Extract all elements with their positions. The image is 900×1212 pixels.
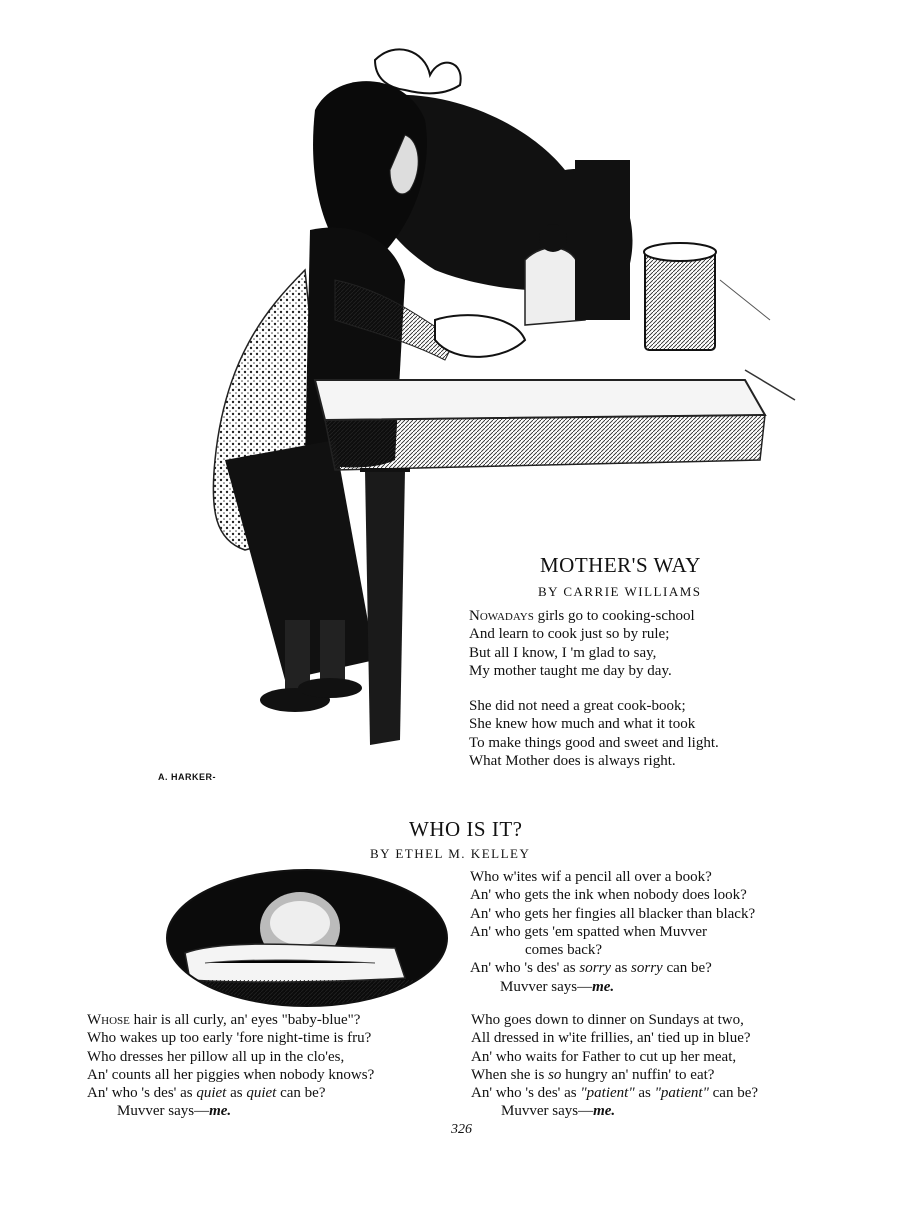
poem-title-who-is-it: WHO IS IT?: [409, 817, 523, 841]
line-text: as: [226, 1085, 247, 1102]
poem2-line-11: An' counts all her piggies when nobody knows?: [87, 1066, 375, 1083]
italic-word: me.: [592, 978, 615, 995]
poem2-line-15: All dressed in w'ite frillies, an' tied up in blue?: [471, 1030, 751, 1047]
kitchen-girl-illustration: [105, 40, 810, 800]
line-text: Muvver says—: [500, 978, 593, 995]
line-text: Muvver says—: [117, 1103, 210, 1120]
poem1-line-2: And learn to cook just so by rule;: [469, 626, 670, 643]
line-text: as: [634, 1085, 655, 1102]
poem1-line-8: What Mother does is always right.: [469, 752, 676, 769]
line-text: as: [611, 960, 632, 977]
line-text: hair is all curly, an' eyes "baby-blue"?: [129, 1012, 361, 1028]
poem2-line-19: [471, 1102, 758, 1120]
line-text: An' who 's des' as: [471, 1085, 581, 1102]
line-text: can be?: [276, 1085, 326, 1102]
poem2-line-14: Who goes down to dinner on Sundays at two,: [471, 1012, 744, 1028]
poem1-line-1: [469, 607, 695, 625]
poem2-stanza2: [87, 1011, 374, 1121]
italic-word: so: [548, 1066, 562, 1083]
poem-byline-ethel-kelley: BY ETHEL M. KELLEY: [370, 846, 531, 861]
poem2-stanza1: [470, 868, 755, 996]
poem1-line-3: But all I know, I 'm glad to say,: [469, 644, 657, 661]
poem1-line-5: She did not need a great cook-book;: [469, 698, 686, 714]
italic-word: me.: [593, 1103, 616, 1120]
poem2-line-4: An' who gets 'em spatted when Muvver: [470, 923, 708, 940]
italic-word: quiet: [246, 1085, 277, 1102]
poem2-line-5: comes back?: [525, 942, 603, 959]
poem2-line-13: [87, 1102, 374, 1120]
poem1-line-7: To make things good and sweet and light.: [469, 734, 719, 751]
poem2-line-16: An' who waits for Father to cut up her meat,: [471, 1048, 737, 1065]
sleeping-child-vignette: [165, 868, 450, 1008]
dropcap-word: Whose: [87, 1012, 130, 1028]
poem1-line-6: She knew how much and what it took: [469, 716, 696, 733]
poem1-line-4: My mother taught me day by day.: [469, 662, 672, 679]
italic-word: quiet: [196, 1085, 227, 1102]
page-number: 326: [451, 1122, 472, 1137]
poem2-stanza3: [471, 1011, 758, 1121]
poem1-stanza2: [469, 697, 719, 770]
line-text: can be?: [662, 960, 712, 977]
italic-word: sorry: [579, 960, 612, 977]
poem2-line-3: An' who gets her fingies all blacker than black?: [470, 905, 756, 922]
poem2-line-18: [471, 1084, 758, 1102]
italic-word: me.: [209, 1103, 232, 1120]
line-text: When she is: [471, 1066, 549, 1083]
poem2-line-7: [470, 978, 755, 996]
line-text: can be?: [708, 1085, 759, 1102]
line-text: Muvver says—: [501, 1103, 594, 1120]
poem2-line-17: [471, 1066, 758, 1084]
poem2-line-10: Who dresses her pillow all up in the clo'es,: [87, 1048, 345, 1065]
line-text: girls go to cooking-school: [533, 608, 695, 624]
poem2-line-12: [87, 1084, 374, 1102]
poem2-line-6: [470, 959, 755, 977]
poem-byline-carrie-williams: BY CARRIE WILLIAMS: [538, 584, 702, 599]
italic-word: sorry: [631, 960, 663, 977]
illustrator-signature: A. HARKER-: [158, 772, 216, 782]
poem2-line-2: An' who gets the ink when nobody does look?: [470, 887, 747, 904]
poem2-line-8: [87, 1011, 374, 1029]
poem-title-mothers-way: MOTHER'S WAY: [540, 553, 701, 577]
poem2-line-1: Who w'ites wif a pencil all over a book?: [470, 869, 712, 885]
line-text: hungry an' nuffin' to eat?: [561, 1066, 715, 1083]
italic-word: "patient": [580, 1085, 635, 1102]
italic-word: "patient": [654, 1085, 709, 1102]
line-text: An' who 's des' as: [87, 1085, 197, 1102]
line-text: An' who 's des' as: [470, 960, 580, 977]
poem1-stanza1: [469, 607, 695, 680]
poem2-line-9: Who wakes up too early 'fore night-time is fru?: [87, 1030, 372, 1047]
dropcap-word: Nowadays: [469, 608, 534, 624]
